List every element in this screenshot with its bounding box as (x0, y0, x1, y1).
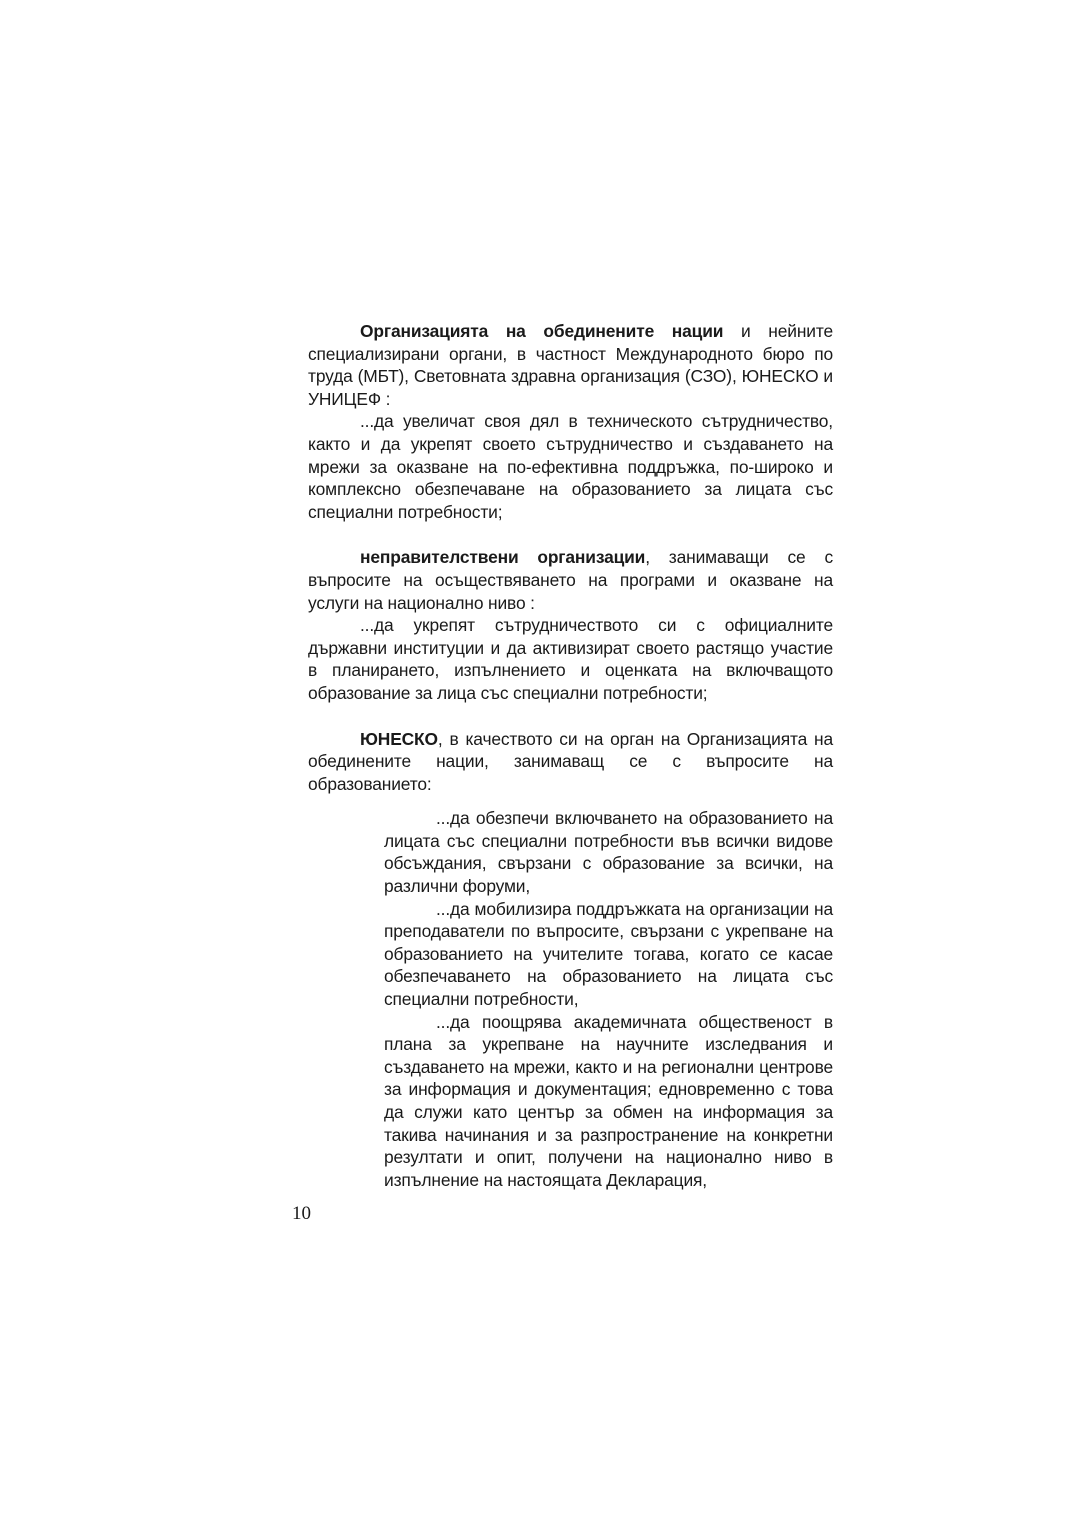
heading-ngo: неправителствени организации (360, 547, 646, 568)
section-gap (308, 523, 833, 546)
heading-un: Организацията на обединените нации (360, 321, 724, 341)
page-number: 10 (292, 1203, 311, 1224)
paragraph-unesco-item-3: ...да поощрява академичната общественост в плана за укрепване на научните изследвания и създаването на мрежи, както и на регионални центрове за информация и документация; едновременно с това да служи като център за обмен на информация за такива начинания и за разпространение на конкретни резултати и опит, получени на национално ниво в изпълнение на настоящата Декларация, (384, 1011, 833, 1190)
section-gap (308, 795, 833, 807)
section-gap (308, 705, 833, 728)
paragraph-ngo-item: ...да укрепят сътрудничеството си с официалните държавни институции и да активизират своето растящо участие в планирането, изпълнението и оценката на включващото образование за лица със специални потребности; (308, 615, 833, 703)
intro-unesco: , в качеството си на орган на Организацията на обединените нации, занимаващ се с въпросите на образованието: (308, 728, 833, 794)
paragraph-unesco-intro (308, 728, 833, 796)
paragraph-ngo-intro (308, 546, 833, 614)
heading-unesco: ЮНЕСКО (360, 728, 438, 749)
paragraph-un-intro (308, 320, 833, 410)
paragraph-un-item: ...да увеличат своя дял в техническото сътрудничество, както и да укрепят своето сътрудничество и създаването на мрежи за оказване на по-ефективна поддръжка, по-широко и комплексно обезпечаване на образованието за лицата със специални потребности; (308, 411, 833, 522)
paragraph-unesco-item-2: ...да мобилизира поддръжката на организации на преподаватели по въпросите, свързани с укрепване на образованието на учителите тогава, когато се касае обезпечаването на образованието на лицата със специални потребности, (384, 898, 833, 1010)
paragraph-unesco-item-1: ...да обезпечи включването на образованието на лицата със специални потребности във всички видове обсъждания, свързани с образование за всички, на различни форуми, (384, 808, 833, 897)
intro-ngo: , занимаващи се с въпросите на осъществяването на програми и оказване на услуги на национално ниво : (308, 547, 834, 613)
body-text (308, 320, 833, 1191)
intro-un: и нейните специализирани органи, в частност Международното бюро по труда (МБТ), Световната здравна организация (СЗО), ЮНЕСКО и УНИЦЕФ : (308, 321, 833, 409)
